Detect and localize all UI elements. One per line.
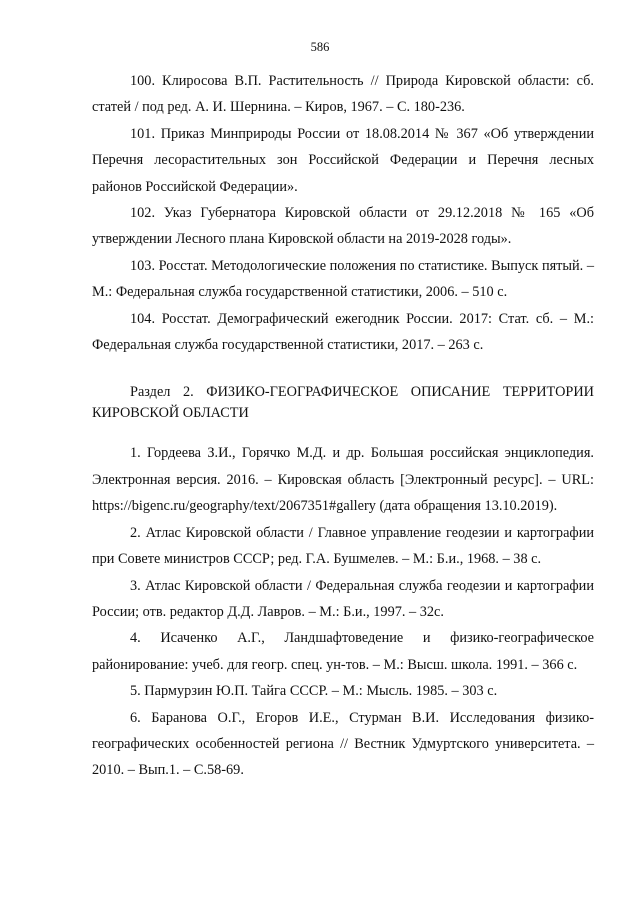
reference-item: 102. Указ Губернатора Кировской области от 29.12.2018 № 165 «Об утверждении Лесного плана Кировской области на 2019-2028 годы». (92, 205, 594, 248)
reference-item: 5. Пармурзин Ю.П. Тайга СССР. – М.: Мысль. 1985. – 303 с. (130, 683, 498, 700)
reference-item: 103. Росстат. Методологические положения по статистике. Выпуск пятый. – М.: Федеральная служба государственной статистики, 2006. – 510 с. (92, 257, 594, 301)
page-content (92, 68, 594, 784)
reference-item: 104. Росстат. Демографический ежегодник России. 2017: Стат. сб. – М.: Федеральная служба государственной статистики, 2017. – 263 с. (92, 310, 594, 354)
reference-item: 3. Атлас Кировской области / Федеральная служба геодезии и картографии России; отв. редактор Д.Д. Лавров. – М.: Б.и., 1997. – 32с. (92, 577, 594, 620)
reference-item: 100. Клиросова В.П. Растительность // Природа Кировской области: сб. статей / под ред. А. И. Шернина. – Киров, 1967. – С. 180-236. (92, 73, 594, 116)
reference-item: 101. Приказ Минприроды России от 18.08.2014 № 367 «Об утверждении Перечня лесорастительных зон Российской Федерации и Перечня лесных районов Российской Федерации». (92, 125, 594, 195)
reference-item: 1. Гордеева З.И., Горячко М.Д. и др. Большая российская энциклопедия. Электронная версия. 2016. – Кировская область [Электронный ресурс]. – URL: https://bigenc.ru/geography/text/2067351#gallery (дата обращения 13.10.2019). (92, 445, 594, 515)
section-heading: Раздел 2. ФИЗИКО-ГЕОГРАФИЧЕСКОЕ ОПИСАНИЕ ТЕРРИТОРИИ КИРОВСКОЙ ОБЛАСТИ (92, 384, 594, 422)
reference-item: 2. Атлас Кировской области / Главное управление геодезии и картографии при Совете министров СССР; ред. Г.А. Бушмелев. – М.: Б.и., 1968. – 38 с. (92, 524, 594, 568)
reference-item: 4. Исаченко А.Г., Ландшафтоведение и физико-географическое районирование: учеб. для геогр. спец. ун-тов. – М.: Высш. школа. 1991. – 366 с. (92, 630, 594, 673)
page-number: 586 (310, 40, 330, 54)
reference-item: 6. Баранова О.Г., Егоров И.Е., Стурман В.И. Исследования физико-географических особенностей региона // Вестник Удмуртского университета. – 2010. – Вып.1. – С.58-69. (92, 709, 594, 779)
